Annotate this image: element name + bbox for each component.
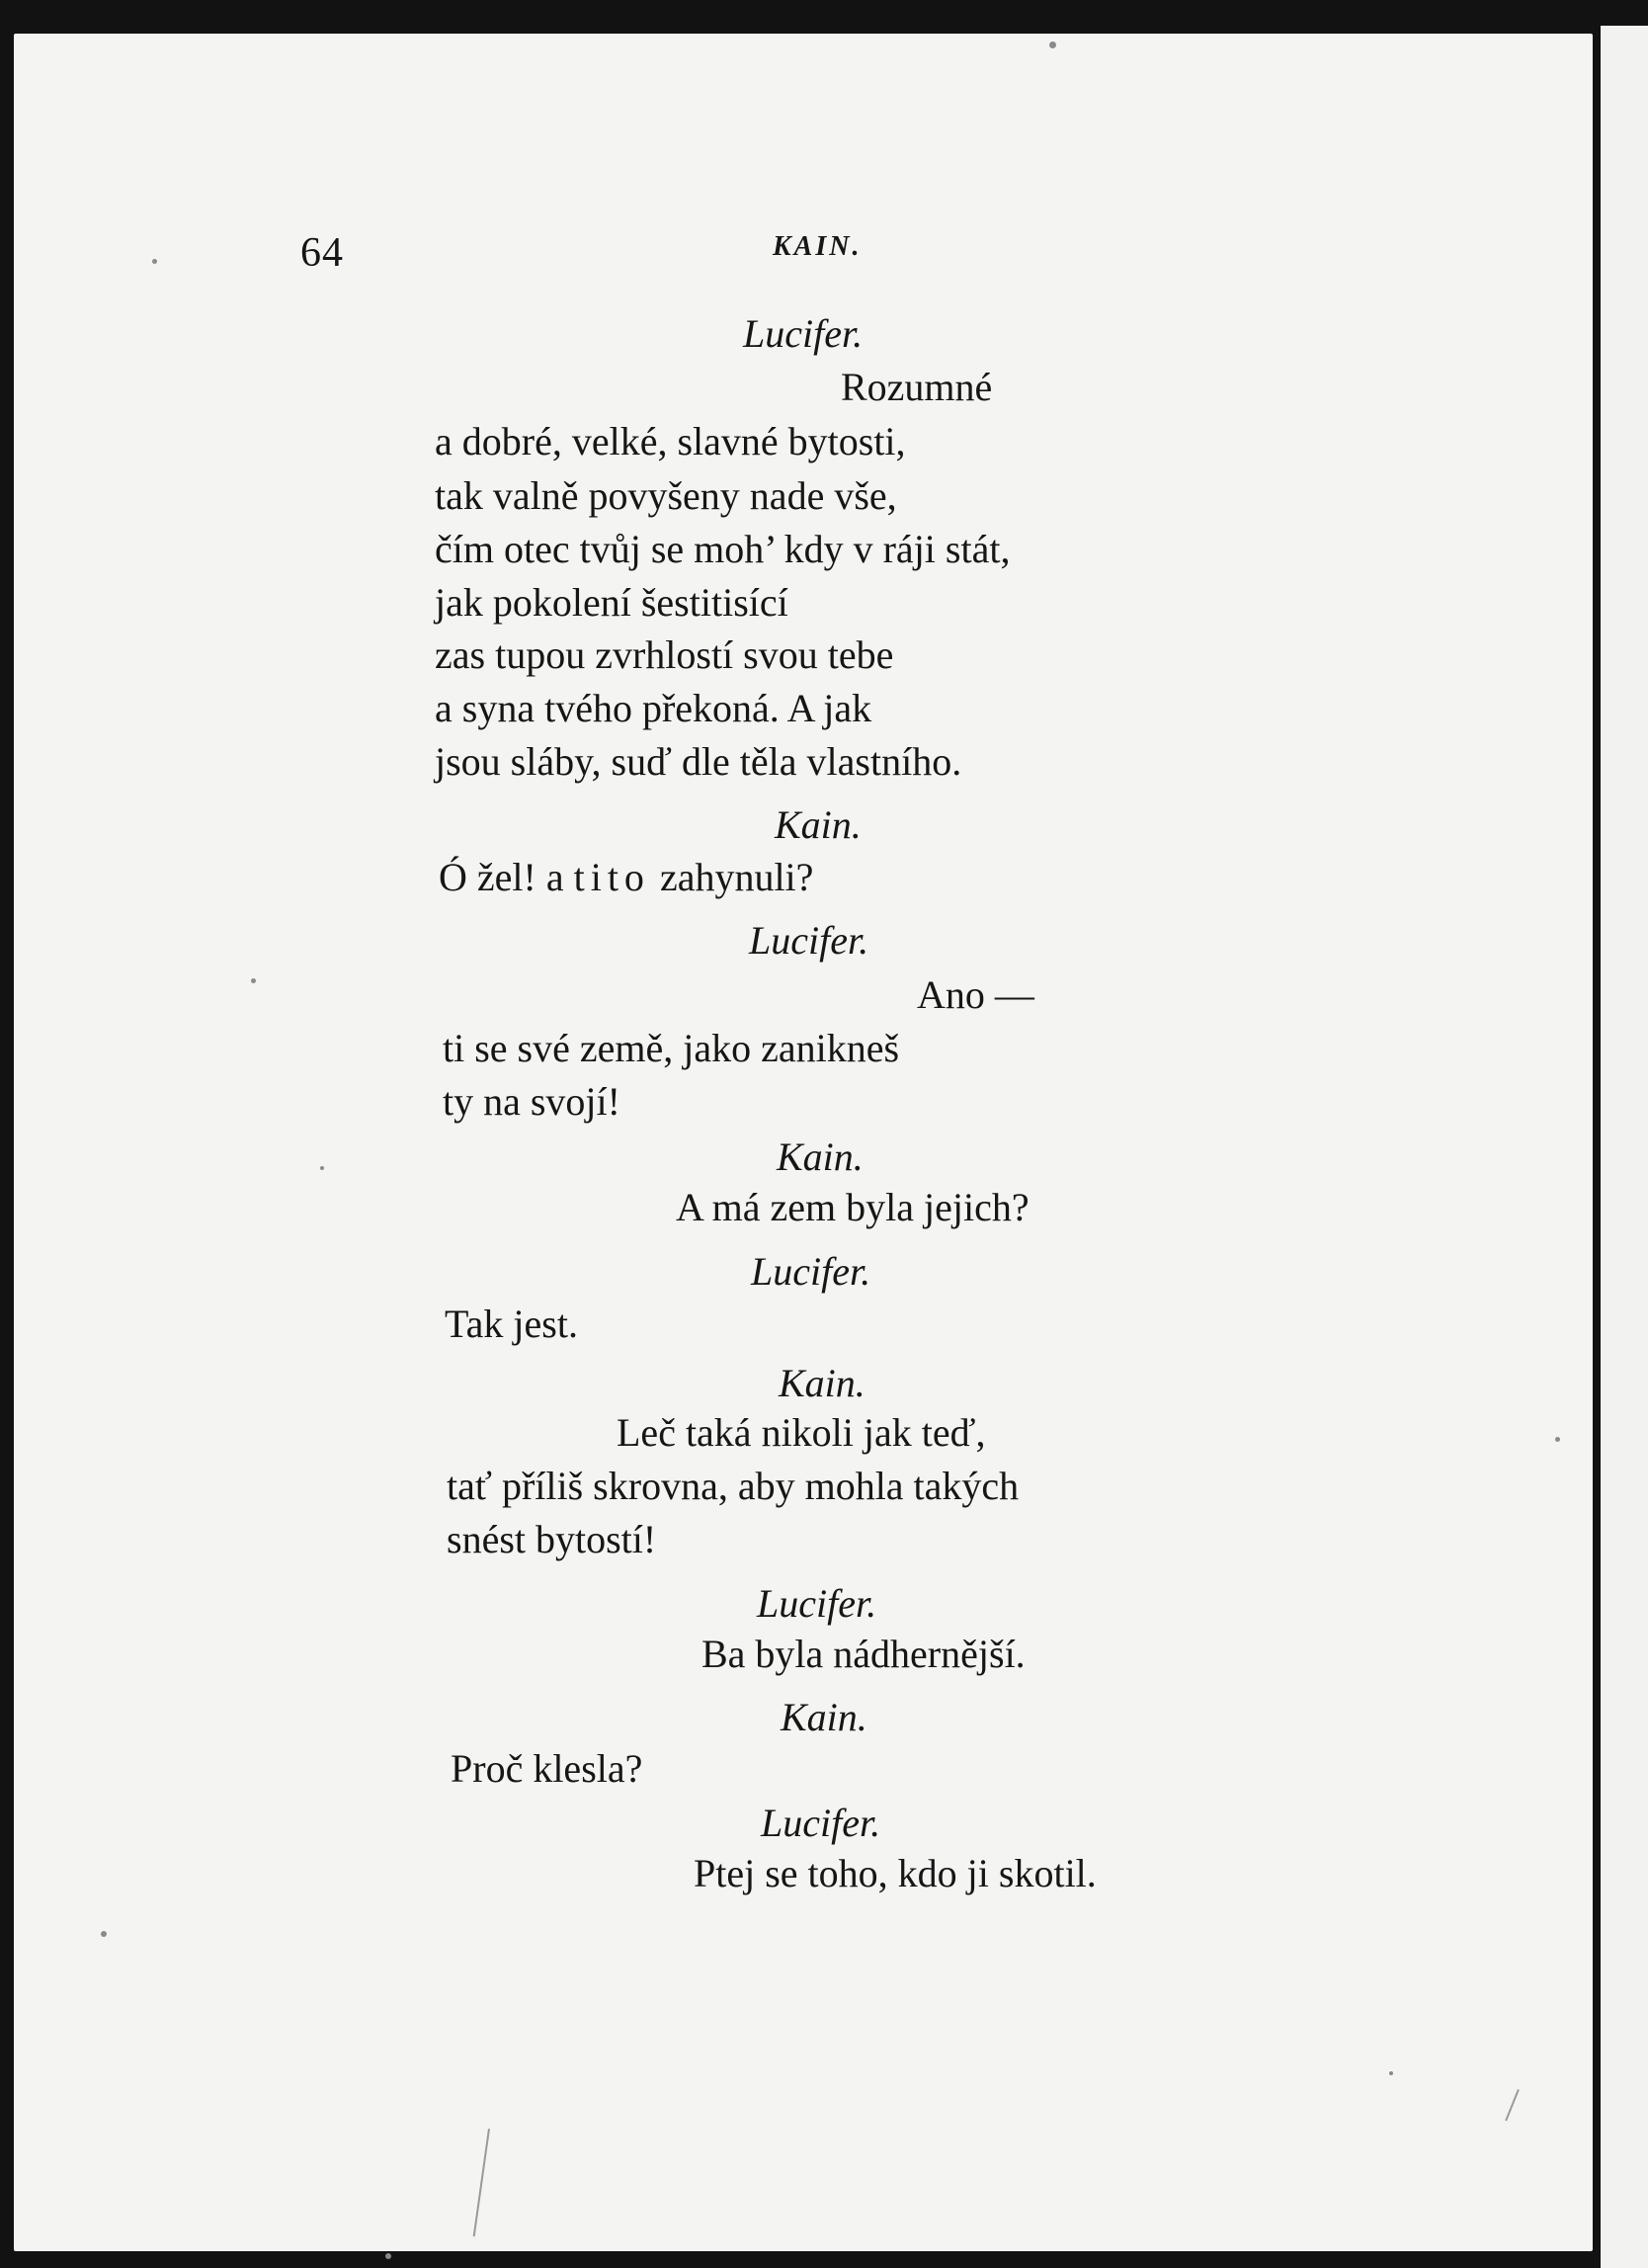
verse-line: a dobré, velké, slavné bytosti, [435,419,906,463]
verse-line: Tak jest. [445,1302,578,1346]
speaker-label: Lucifer. [761,1801,881,1845]
scan-speck [385,2253,391,2259]
speaker-label: Lucifer. [749,918,869,963]
verse-line: ty na svojí! [443,1079,620,1124]
speaker-label: Lucifer. [743,311,864,356]
verse-line: a syna tvého překoná. A jak [435,686,872,730]
verse-line: jak pokolení šestitisící [435,580,788,625]
speaker-label: Kain. [779,1361,865,1405]
verse-line: snést bytostí! [447,1517,657,1561]
verse-line: zas tupou zvrhlostí svou tebe [435,632,894,677]
scan-speck [251,978,256,983]
speaker-label: Kain. [775,802,862,847]
verse-line: Ba byla nádhernější. [701,1632,1026,1676]
speaker-label: Lucifer. [757,1581,877,1626]
verse-line: Proč klesla? [451,1746,643,1791]
page-number: 64 [300,230,344,276]
scan-scratch [473,2129,490,2236]
verse-line: Ptej se toho, kdo ji skotil. [694,1851,1097,1895]
verse-fragment: zahynuli? [649,855,814,899]
verse-line: A má zem byla jejich? [676,1185,1030,1229]
facing-page-edge [1601,26,1648,2268]
verse-line: tať příliš skrovna, aby mohla takých [447,1464,1020,1508]
verse-line: Ano — [917,972,1034,1017]
verse-line: čím otec tvůj se moh’ kdy v ráji stát, [435,527,1011,571]
verse-line: Leč taká nikoli jak teď, [617,1410,986,1455]
scan-speck [101,1931,107,1937]
speaker-label: Kain. [777,1134,864,1179]
speaker-label: Kain. [781,1695,867,1739]
verse-line: tak valně povyšeny nade vše, [435,473,897,518]
verse-line: Rozumné [841,365,993,409]
verse-fragment: Ó žel! a [439,855,574,899]
verse-line [439,855,814,899]
running-title: KAIN. [773,231,863,262]
scan-speck [152,259,157,264]
scan-speck [320,1166,324,1170]
speaker-label: Lucifer. [751,1249,871,1294]
scan-speck [1555,1437,1560,1442]
scan-speck [1049,42,1056,48]
scan-scratch [1505,2089,1520,2121]
verse-fragment-spaced: tito [573,855,650,899]
scan-speck [1389,2071,1393,2075]
verse-line: ti se své země, jako zanikneš [443,1026,900,1070]
verse-line: jsou sláby, suď dle těla vlastního. [435,739,962,784]
